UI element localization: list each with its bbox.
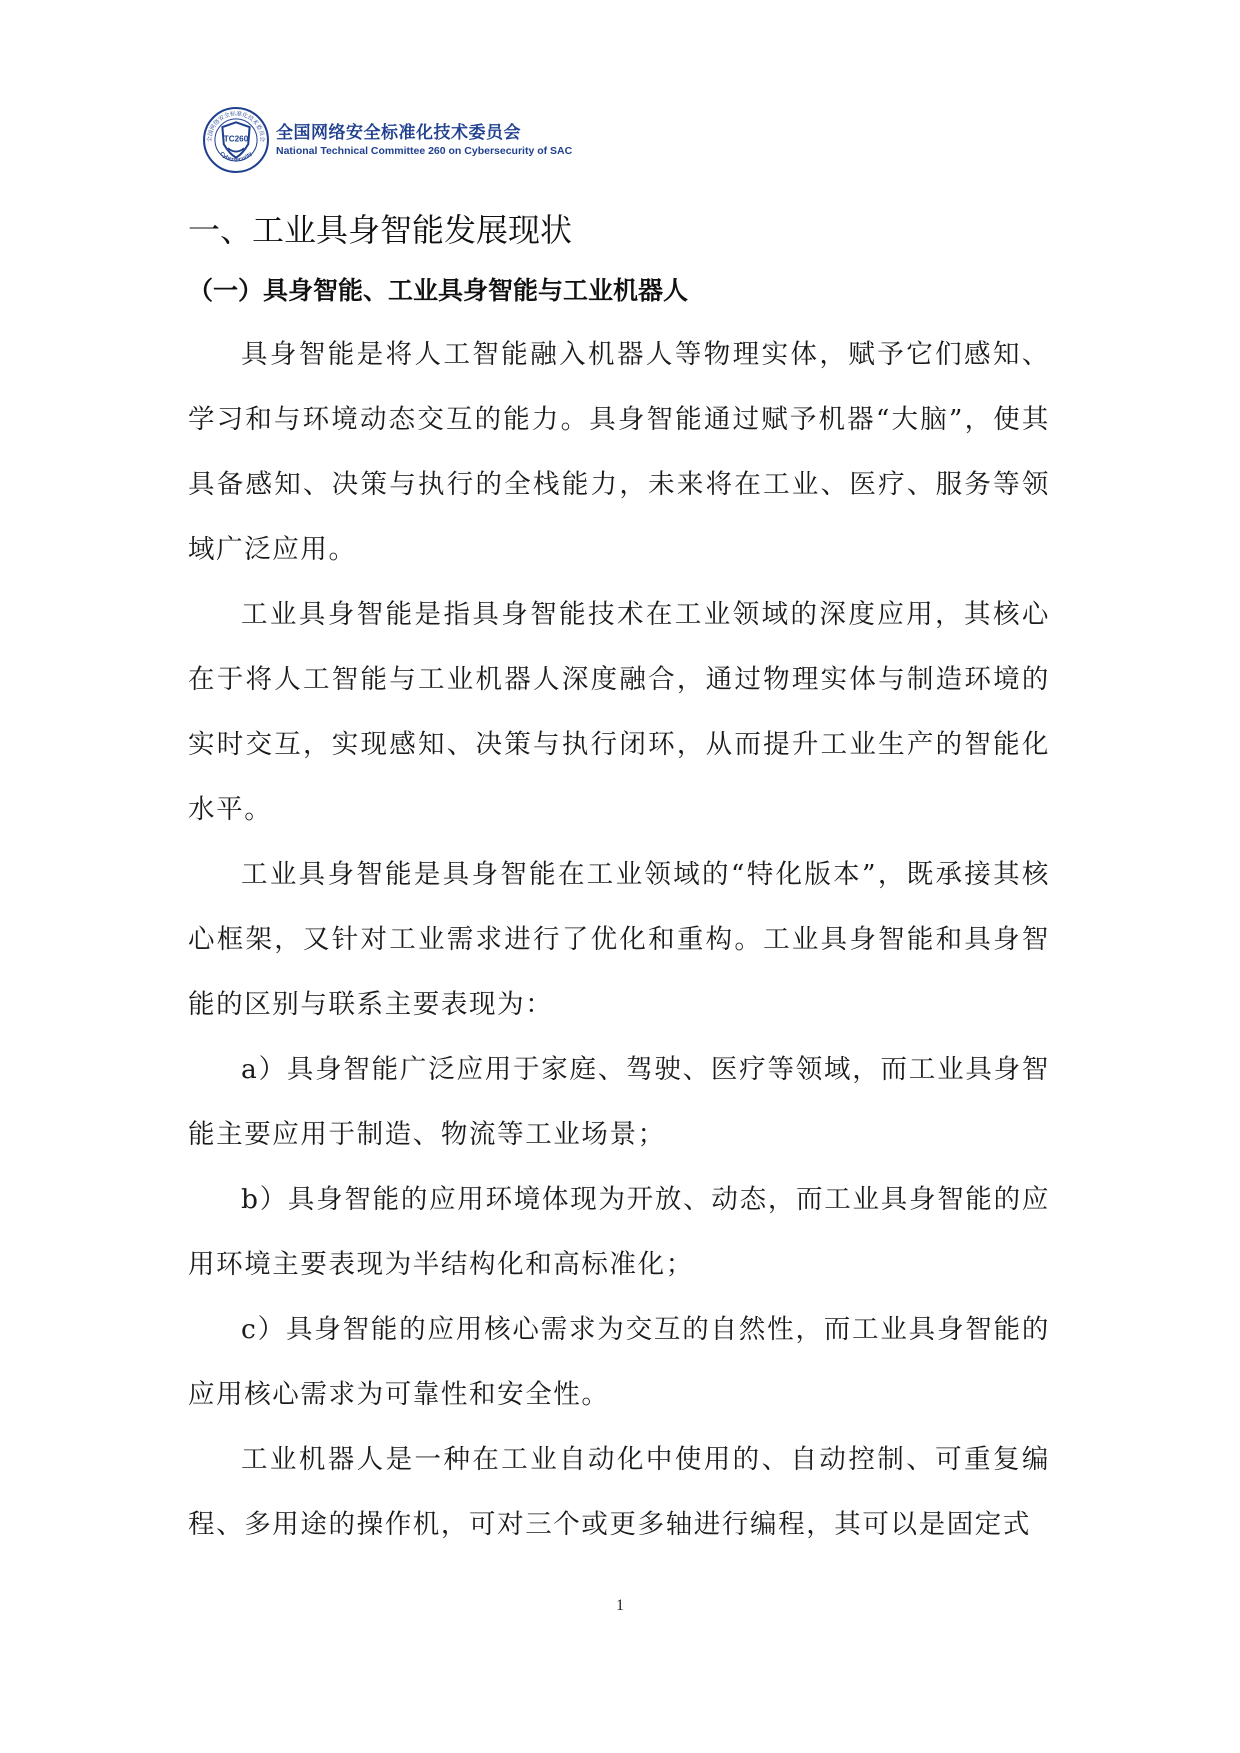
- paragraph: 具身智能是将人工智能融入机器人等物理实体，赋予它们感知、学习和与环境动态交互的能力。具身智能通过赋予机器“大脑”，使其具备感知、决策与执行的全栈能力，未来将在工业、医疗、服务等领域广泛应用。: [188, 339, 1050, 565]
- organization-name-en: National Technical Committee 260 on Cybersecurity of SAC: [276, 145, 573, 157]
- list-item: b）具身智能的应用环境体现为开放、动态，而工业具身智能的应用环境主要表现为半结构化和高标准化；: [188, 1184, 1050, 1280]
- svg-text:全国网络安全标准化技术委员会: 全国网络安全标准化技术委员会: [207, 111, 265, 143]
- list-item: c）具身智能的应用核心需求为交互的自然性，而工业具身智能的应用核心需求为可靠性和安全性。: [188, 1314, 1050, 1410]
- organization-name-cn: 全国网络安全标准化技术委员会: [276, 123, 521, 143]
- list-item: a）具身智能广泛应用于家庭、驾驶、医疗等领域，而工业具身智能主要应用于制造、物流等工业场景；: [188, 1054, 1050, 1150]
- tc260-logo-icon: [202, 106, 270, 174]
- section-heading: 一、工业具身智能发展现状: [188, 211, 573, 249]
- page-number: 1: [616, 1597, 624, 1614]
- paragraph: 工业具身智能是指具身智能技术在工业领域的深度应用，其核心在于将人工智能与工业机器人深度融合，通过物理实体与制造环境的实时交互，实现感知、决策与执行闭环，从而提升工业生产的智能化水平。: [188, 599, 1050, 825]
- subsection-heading: （一）具身智能、工业具身智能与工业机器人: [188, 276, 689, 305]
- page-header: [202, 104, 572, 176]
- organization-name: [276, 122, 572, 158]
- svg-text:TC260: TC260: [223, 134, 249, 144]
- paragraph: 工业具身智能是具身智能在工业领域的“特化版本”，既承接其核心框架，又针对工业需求进行了优化和重构。工业具身智能和具身智能的区别与联系主要表现为：: [188, 859, 1050, 1020]
- paragraph: 工业机器人是一种在工业自动化中使用的、自动控制、可重复编程、多用途的操作机，可对三个或更多轴进行编程，其可以是固定式: [188, 1444, 1050, 1540]
- svg-text:Cybersecurity: Cybersecurity: [218, 150, 254, 164]
- page-body: [188, 200, 1050, 1557]
